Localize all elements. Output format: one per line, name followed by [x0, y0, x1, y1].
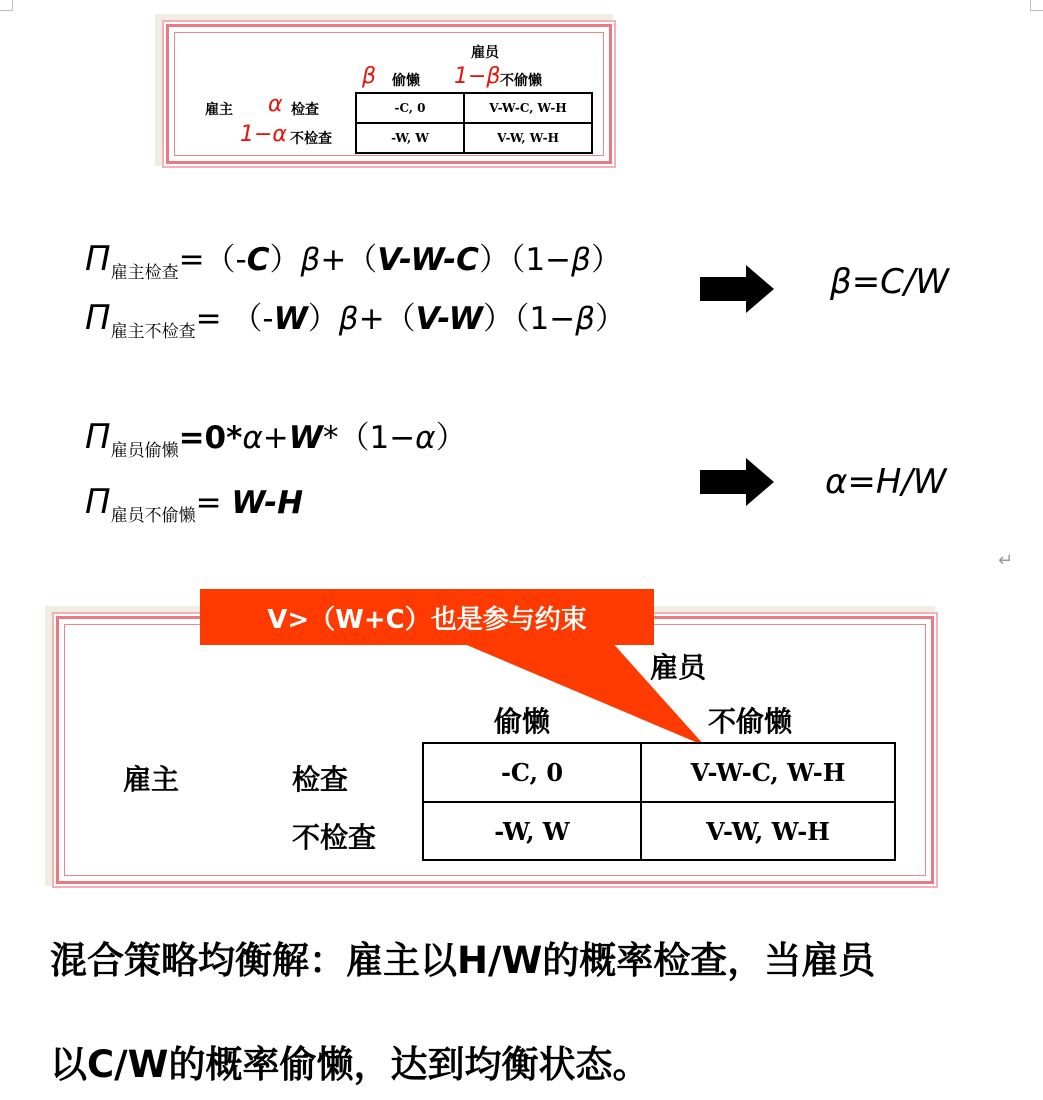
bottom-col2-label: 不偷懒	[708, 705, 793, 738]
formula-text: ）（1−	[482, 301, 576, 337]
formula-variable: β	[300, 242, 321, 278]
result-beta: β=C/W	[830, 262, 949, 302]
bottom-payoff-table	[422, 742, 896, 861]
conclusion-line-2: 以C/W的概率偷懒，达到均衡状态。	[50, 1043, 650, 1086]
formula-text: =（-	[178, 242, 247, 278]
top-alpha-label: α	[268, 92, 283, 117]
formula-variable: α	[415, 420, 436, 456]
formula-subscript: 雇员偷懒	[110, 441, 179, 461]
formula-text: +	[262, 420, 289, 456]
pi-symbol: Π	[85, 298, 111, 338]
paragraph-return-icon: ↵	[998, 550, 1014, 571]
participation-constraint-callout: V>（W+C）也是参与约束	[200, 589, 654, 645]
bottom-row2-label: 不检查	[292, 821, 377, 854]
formula-text: ）	[435, 420, 467, 456]
formula-text: =	[195, 485, 232, 521]
pi-symbol: Π	[85, 239, 111, 279]
pi-symbol: Π	[85, 417, 111, 457]
bottom-col1-label: 偷懒	[494, 705, 551, 738]
top-employer-label: 雇主	[205, 102, 233, 118]
formula-variable: V-W-C	[377, 242, 479, 278]
formula-variable: β	[575, 301, 595, 337]
top-one-minus-beta-label: 1−β	[454, 64, 501, 89]
formula-text: +（	[358, 301, 416, 337]
bottom-employer-label: 雇主	[123, 763, 180, 796]
formula-text: ）	[307, 301, 339, 337]
formula-subscript: 雇主不检查	[110, 322, 196, 342]
pi-symbol: Π	[85, 482, 111, 522]
result-alpha: α=H/W	[825, 462, 947, 502]
bottom-cell-2-1: -W, W	[423, 802, 641, 860]
formula-variable: W-H	[231, 485, 304, 521]
formula-variable: W	[288, 420, 323, 456]
top-row1-label: 检查	[291, 102, 319, 118]
formula-text: ）	[594, 301, 626, 337]
formula-text: ）（1−	[478, 242, 572, 278]
formula-text: *（1−	[322, 420, 416, 456]
bottom-employee-header: 雇员	[650, 651, 707, 684]
bottom-cell-2-2: V-W, W-H	[641, 802, 895, 860]
formula-variable: β	[571, 242, 591, 278]
top-cell-1-2: V-W-C, W-H	[464, 93, 592, 123]
formula-subscript: 雇员不偷懒	[110, 506, 196, 526]
formula-variable: W	[273, 301, 308, 337]
top-col2-label: 不偷懒	[500, 73, 542, 89]
top-beta-label: β	[362, 64, 377, 89]
formula-text: ）	[269, 242, 301, 278]
top-one-minus-alpha-label: 1−α	[240, 122, 287, 147]
formula-text: = （-	[195, 301, 274, 337]
formula-subscript: 雇主检查	[110, 263, 179, 283]
top-employee-header: 雇员	[471, 45, 499, 61]
bottom-cell-1-2: V-W-C, W-H	[641, 743, 895, 802]
top-row2-label: 不检查	[290, 131, 332, 147]
formula-variable: β	[338, 301, 359, 337]
top-cell-2-1: -W, W	[356, 123, 464, 153]
formula-variable: V-W	[415, 301, 483, 337]
top-cell-2-2: V-W, W-H	[464, 123, 592, 153]
formula-variable: α	[242, 420, 263, 456]
formula-text: =0*	[178, 420, 243, 456]
conclusion-line-1: 混合策略均衡解：雇主以H/W的概率检查，当雇员	[50, 939, 876, 982]
bottom-row1-label: 检查	[292, 763, 349, 796]
top-cell-1-1: -C, 0	[356, 93, 464, 123]
formula-variable: C	[246, 242, 270, 278]
bottom-cell-1-1: -C, 0	[423, 743, 641, 802]
formula-text: ）	[590, 242, 622, 278]
top-col1-label: 偷懒	[392, 73, 420, 89]
formula-text: +（	[320, 242, 378, 278]
